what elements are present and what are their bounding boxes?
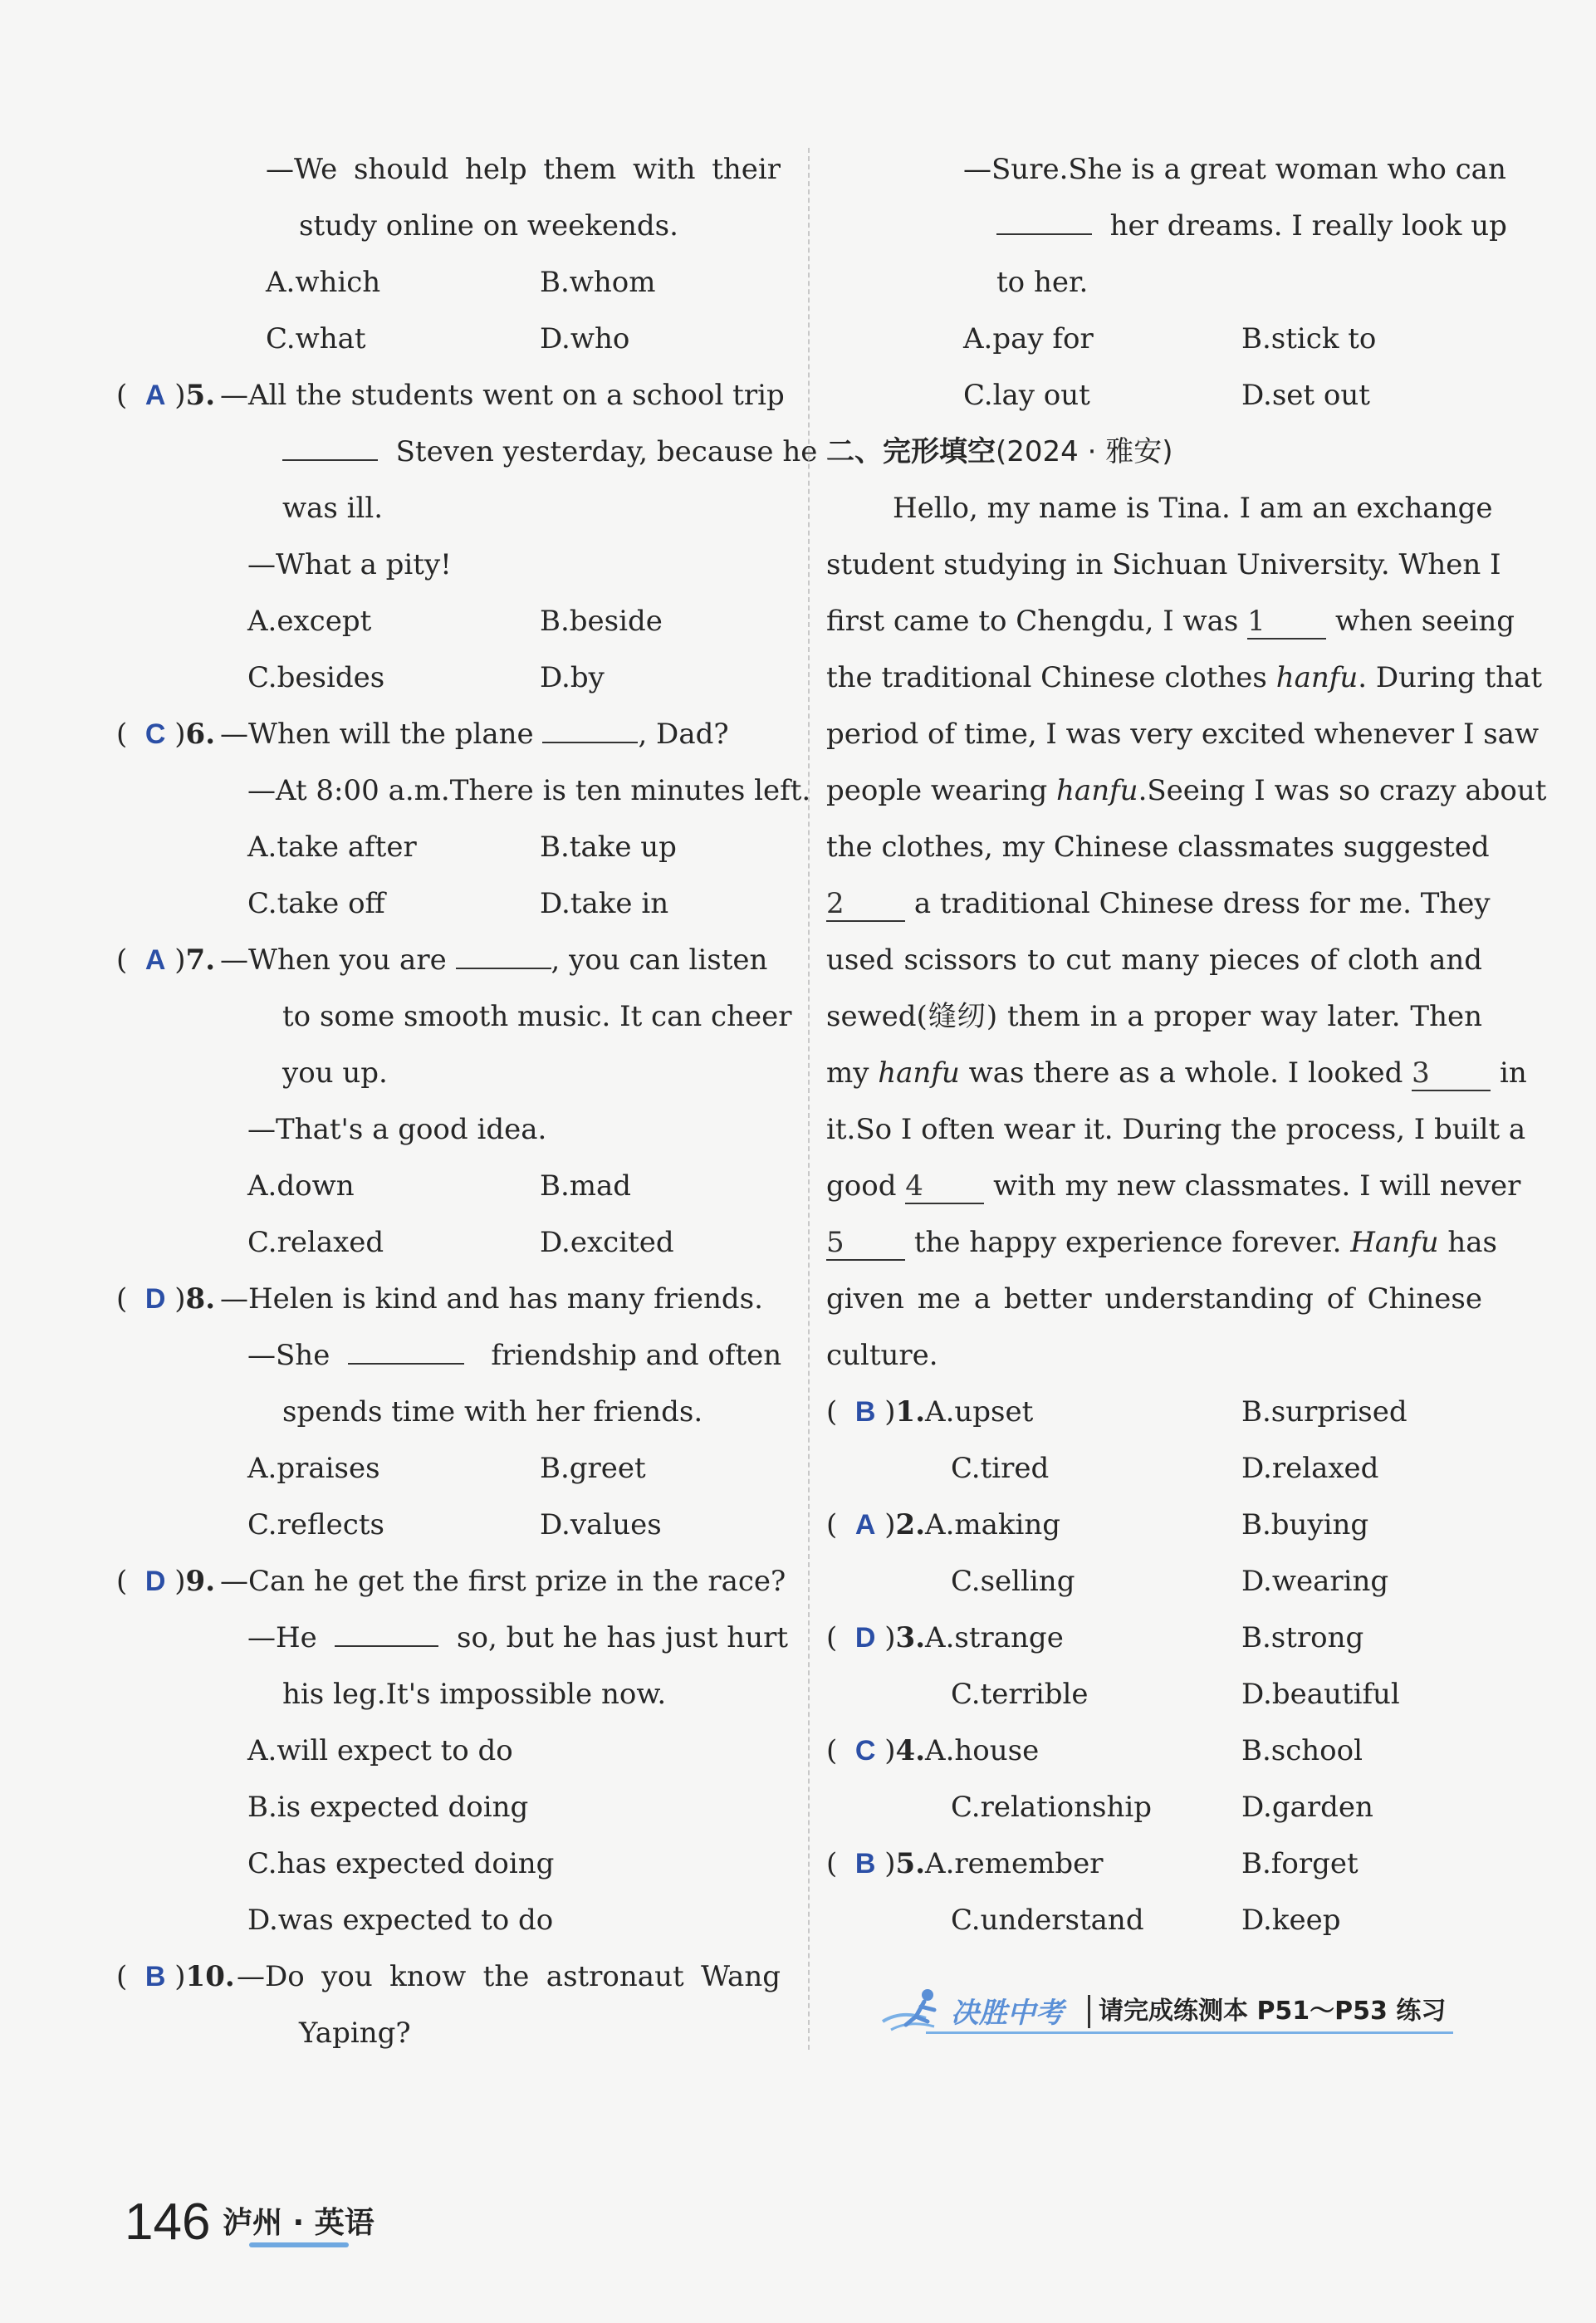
- text-line: spends time with her friends.: [282, 1395, 703, 1429]
- option-row: [116, 819, 781, 875]
- practice-banner: [876, 1985, 1449, 2043]
- question-text-part: —When will the plane: [220, 718, 534, 751]
- text-line: —What a pity!: [247, 548, 452, 581]
- banner-separator: [1088, 1995, 1090, 2028]
- question-9: [116, 1553, 786, 1610]
- answer-bracket: ( D )8.: [116, 1282, 216, 1316]
- passage-text: . During that: [1358, 661, 1543, 694]
- answer: A: [144, 380, 166, 411]
- text-line: you up.: [282, 1056, 388, 1090]
- cloze-item-5: [826, 1835, 1482, 1892]
- passage-text: with my new classmates. I will never: [993, 1169, 1521, 1203]
- question-number: 7.: [185, 943, 216, 977]
- passage-text: has: [1447, 1226, 1497, 1259]
- answer: A: [144, 944, 166, 976]
- option-row: [826, 1440, 1482, 1497]
- banner-underline: [926, 2031, 1453, 2034]
- option-a: A.house: [925, 1734, 1040, 1767]
- footer-accent-bar: [249, 2242, 349, 2247]
- answer-bracket: ( B )5.A.remember: [826, 1847, 1104, 1880]
- option-d: D.excited: [540, 1226, 674, 1259]
- answer-blank: [282, 459, 378, 461]
- question-number: 5.: [185, 379, 216, 412]
- column-divider: [808, 148, 810, 2050]
- answer-blank: [996, 233, 1092, 235]
- question-text-part: —When you are: [220, 943, 447, 977]
- numbered-blank: 5: [826, 1226, 905, 1261]
- passage-line: [826, 1045, 1527, 1101]
- option-c: C.tired: [951, 1452, 1050, 1485]
- option-b: B.is expected doing: [247, 1791, 529, 1824]
- question-text: [220, 932, 767, 988]
- passage-line: student studying in Sichuan University. When I: [826, 548, 1501, 581]
- passage-text: first came to Chengdu, I was: [826, 605, 1239, 638]
- answer-bracket: ( B )1.A.upset: [826, 1395, 1034, 1429]
- answer-blank: [348, 1363, 464, 1365]
- question-text-part: so, but he has just hurt: [457, 1621, 789, 1654]
- passage-line: the clothes, my Chinese classmates suggested: [826, 831, 1490, 864]
- passage-text: good: [826, 1169, 897, 1203]
- option-a: A.upset: [925, 1395, 1034, 1429]
- option-a: A.remember: [925, 1847, 1104, 1880]
- section-heading: [826, 424, 1482, 480]
- numbered-blank: 4: [905, 1169, 984, 1204]
- banner-brand: 决胜中考: [951, 1997, 1064, 2030]
- option-c: C.besides: [247, 661, 385, 694]
- option-a: A.take after: [247, 831, 417, 864]
- cloze-item-2: [826, 1497, 1482, 1553]
- option-c: C.has expected doing: [247, 1847, 555, 1880]
- passage-line: period of time, I was very excited whenever I saw: [826, 718, 1540, 751]
- text-line: —We should help them with their: [266, 153, 781, 186]
- question-number: 9.: [185, 1565, 216, 1598]
- option-a: A.except: [247, 605, 372, 638]
- passage-line: [826, 1214, 1497, 1271]
- text-line: to her.: [996, 266, 1089, 299]
- passage-text: the traditional Chinese clothes: [826, 661, 1267, 694]
- option-b: B.greet: [540, 1452, 646, 1485]
- passage-text: the happy experience forever.: [913, 1226, 1342, 1259]
- passage-text: my: [826, 1056, 869, 1090]
- question-text: [220, 706, 729, 762]
- option-b: B.whom: [540, 266, 656, 299]
- passage-italic: hanfu: [1056, 774, 1138, 807]
- option-row: [826, 311, 1482, 367]
- question-text-part: , you can listen: [551, 943, 768, 977]
- passage-line: culture.: [826, 1339, 938, 1372]
- option-row: [116, 649, 781, 706]
- option-a: A.will expect to do: [247, 1734, 513, 1767]
- text-line: was ill.: [282, 492, 384, 525]
- section-title: 二、完形填空: [826, 435, 996, 468]
- answer: B: [854, 1396, 876, 1428]
- option-d: D.beautiful: [1241, 1678, 1400, 1711]
- passage-line: given me a better understanding of Chinese: [826, 1282, 1482, 1316]
- passage-line: [826, 649, 1543, 706]
- question-text-part: her dreams. I really look up: [1109, 209, 1507, 243]
- option-c: C.selling: [951, 1565, 1075, 1598]
- passage-line: [826, 593, 1515, 649]
- option-d: D.take in: [540, 887, 669, 920]
- passage-line: [826, 1158, 1521, 1214]
- answer: C: [854, 1735, 876, 1767]
- option-c: C.lay out: [963, 379, 1090, 412]
- cloze-item-4: [826, 1723, 1482, 1779]
- cloze-item-3: [826, 1610, 1482, 1666]
- question-number: 8.: [185, 1282, 216, 1316]
- runner-icon: [876, 1985, 951, 2038]
- answer-bracket: ( A )2.A.making: [826, 1508, 1061, 1541]
- answer-bracket: ( D )9.: [116, 1565, 216, 1598]
- text-line: study online on weekends.: [299, 209, 678, 243]
- question-number: 5.: [895, 1847, 926, 1880]
- text-line: to some smooth music. It can cheer: [282, 1000, 792, 1033]
- answer-bracket: ( B )10.: [116, 1960, 235, 1993]
- text-line: —That's a good idea.: [247, 1113, 547, 1146]
- option-d: D.relaxed: [1241, 1452, 1379, 1485]
- option-a: A.strange: [925, 1621, 1064, 1654]
- text-line: —At 8:00 a.m.There is ten minutes left.: [247, 774, 811, 807]
- question-number: 2.: [895, 1508, 926, 1541]
- passage-line: [826, 875, 1491, 932]
- question-number: 3.: [895, 1621, 926, 1654]
- option-row: [116, 1440, 781, 1497]
- answer-bracket: ( A )5.: [116, 379, 216, 412]
- answer: D: [144, 1283, 166, 1315]
- option-a: A.which: [266, 266, 381, 299]
- option-d: D.was expected to do: [247, 1904, 554, 1937]
- answer-blank: [335, 1645, 438, 1647]
- option-a: A.down: [247, 1169, 355, 1203]
- answer-bracket: ( C )4.A.house: [826, 1734, 1040, 1767]
- option-row: [116, 875, 781, 932]
- question-text: —All the students went on a school trip: [220, 379, 785, 412]
- cloze-item-1: [826, 1384, 1482, 1440]
- option-row: [826, 367, 1482, 424]
- passage-text: .Seeing I was so crazy about: [1138, 774, 1547, 807]
- question-text-part: —He: [247, 1621, 317, 1654]
- text-line: [996, 198, 1507, 254]
- question-10: [116, 1948, 781, 2005]
- option-c: C.take off: [247, 887, 385, 920]
- question-5: [116, 367, 785, 424]
- option-b: B.take up: [540, 831, 677, 864]
- answer-bracket: ( C )6.: [116, 718, 216, 751]
- option-d: D.wearing: [1241, 1565, 1389, 1598]
- passage-line: it.So I often wear it. During the process, I built a: [826, 1113, 1526, 1146]
- answer: B: [854, 1848, 876, 1879]
- question-text-part: , Dad?: [638, 718, 729, 751]
- section-source: (2024 · 雅安): [996, 435, 1173, 468]
- option-a: A.pay for: [963, 322, 1094, 355]
- passage-line: Hello, my name is Tina. I am an exchange: [893, 492, 1493, 525]
- text-line: [282, 424, 818, 480]
- option-b: B.forget: [1241, 1847, 1359, 1880]
- question-number: 6.: [185, 718, 216, 751]
- option-row: [826, 1779, 1482, 1835]
- question-text: —Do you know the astronaut Wang: [237, 1960, 781, 1993]
- option-row: [116, 1497, 781, 1553]
- option-a: A.praises: [247, 1452, 380, 1485]
- text-line: his leg.It's impossible now.: [282, 1678, 667, 1711]
- answer: D: [854, 1622, 876, 1654]
- question-6: [116, 706, 781, 762]
- option-row: [826, 1553, 1482, 1610]
- option-row: [116, 1158, 781, 1214]
- passage-text: people wearing: [826, 774, 1048, 807]
- answer-bracket: ( D )3.A.strange: [826, 1621, 1064, 1654]
- option-d: D.garden: [1241, 1791, 1373, 1824]
- question-text-part: friendship and often: [491, 1339, 782, 1372]
- option-row: [116, 593, 781, 649]
- option-b: B.beside: [540, 605, 663, 638]
- option-row: [116, 311, 781, 367]
- option-row: [116, 254, 781, 311]
- option-d: D.by: [540, 661, 605, 694]
- option-d: D.values: [540, 1508, 662, 1541]
- option-a: A.making: [925, 1508, 1061, 1541]
- banner-text: 请完成练测本 P51～P53 练习: [1099, 1997, 1447, 2026]
- answer: B: [144, 1961, 166, 1992]
- option-d: D.keep: [1241, 1904, 1341, 1937]
- page-number: 146: [125, 2193, 211, 2251]
- footer-label: 泸州 · 英语: [223, 2206, 375, 2240]
- answer: A: [854, 1509, 876, 1541]
- option-d: D.who: [540, 322, 630, 355]
- passage-line: used scissors to cut many pieces of cloth and: [826, 943, 1482, 977]
- option-c: C.what: [266, 322, 366, 355]
- option-d: D.set out: [1241, 379, 1370, 412]
- numbered-blank: 1: [1247, 605, 1326, 640]
- question-number: 1.: [895, 1395, 926, 1429]
- text-line: [247, 1610, 789, 1666]
- numbered-blank: 2: [826, 887, 905, 922]
- answer: C: [144, 718, 166, 750]
- passage-text: was there as a whole. I looked: [968, 1056, 1403, 1090]
- text-line: [247, 1327, 781, 1384]
- option-c: C.understand: [951, 1904, 1144, 1937]
- passage-line: sewed(缝纫) them in a proper way later. Then: [826, 1000, 1482, 1033]
- option-c: C.terrible: [951, 1678, 1089, 1711]
- passage-text: a traditional Chinese dress for me. They: [913, 887, 1491, 920]
- option-row: [826, 1666, 1482, 1723]
- passage-text: when seeing: [1334, 605, 1515, 638]
- option-b: B.surprised: [1241, 1395, 1408, 1429]
- option-c: C.reflects: [247, 1508, 384, 1541]
- question-8: [116, 1271, 781, 1327]
- question-number: 10.: [185, 1960, 235, 1993]
- question-text-part: —She: [247, 1339, 330, 1372]
- option-b: B.school: [1241, 1734, 1363, 1767]
- passage-italic: Hanfu: [1350, 1226, 1439, 1259]
- question-7: [116, 932, 781, 988]
- text-line: —Sure.She is a great woman who can: [963, 153, 1506, 186]
- option-b: B.strong: [1241, 1621, 1364, 1654]
- passage-text: in: [1499, 1056, 1527, 1090]
- question-text: —Can he get the first prize in the race?: [220, 1565, 786, 1598]
- option-b: B.mad: [540, 1169, 632, 1203]
- option-row: [116, 1214, 781, 1271]
- option-c: C.relationship: [951, 1791, 1153, 1824]
- option-row: [826, 1892, 1482, 1948]
- answer-bracket: ( A )7.: [116, 943, 216, 977]
- passage-line: [826, 762, 1547, 819]
- passage-italic: hanfu: [1275, 661, 1359, 694]
- option-b: B.stick to: [1241, 322, 1377, 355]
- option-c: C.relaxed: [247, 1226, 384, 1259]
- option-b: B.buying: [1241, 1508, 1369, 1541]
- numbered-blank: 3: [1412, 1056, 1491, 1091]
- text-line: Yaping?: [299, 2017, 411, 2050]
- answer-blank: [542, 742, 638, 743]
- answer-blank: [456, 968, 551, 969]
- passage-italic: hanfu: [878, 1056, 960, 1090]
- question-text: —Helen is kind and has many friends.: [220, 1282, 763, 1316]
- question-text: Steven yesterday, because he: [395, 435, 818, 468]
- answer: D: [144, 1566, 166, 1597]
- question-number: 4.: [895, 1734, 926, 1767]
